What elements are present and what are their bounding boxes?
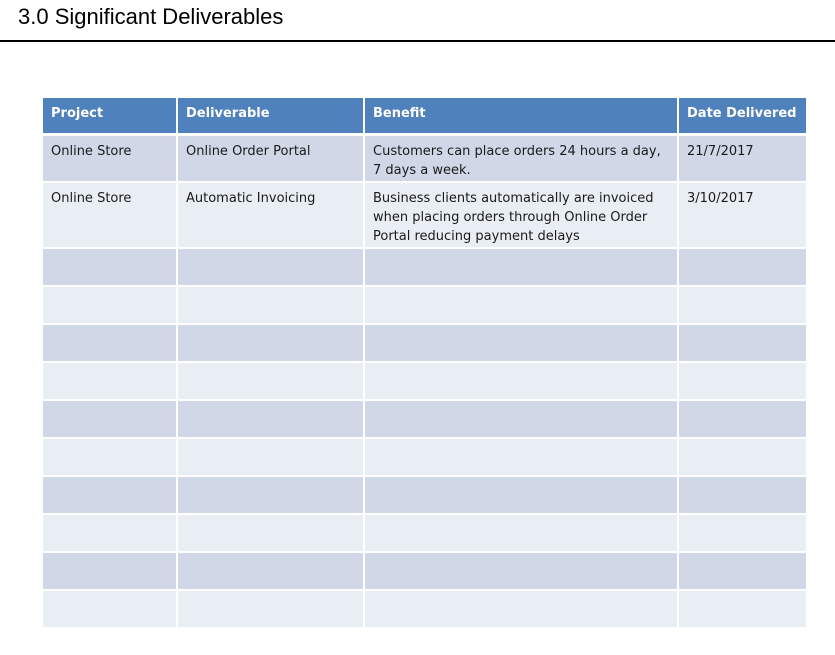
cell-date-delivered [679,439,806,477]
cell-project [43,363,178,401]
header-benefit: Benefit [365,98,679,136]
cell-project: Online Store [43,183,178,249]
cell-date-delivered [679,325,806,363]
table-row [43,401,806,439]
cell-benefit [365,553,679,591]
table-row [43,363,806,401]
cell-project [43,591,178,629]
cell-benefit [365,477,679,515]
table-row [43,325,806,363]
table-row [43,553,806,591]
table-row [43,136,806,183]
cell-deliverable [178,401,365,439]
cell-deliverable [178,477,365,515]
header-project: Project [43,98,178,136]
table-row [43,249,806,287]
table-row [43,287,806,325]
cell-deliverable [178,325,365,363]
cell-project [43,553,178,591]
cell-date-delivered: 3/10/2017 [679,183,806,249]
cell-date-delivered [679,553,806,591]
header-date-delivered: Date Delivered [679,98,806,136]
cell-date-delivered [679,477,806,515]
cell-benefit [365,515,679,553]
table-row [43,183,806,249]
page-title: 3.0 Significant Deliverables [18,4,284,29]
cell-benefit: Business clients automatically are invoiced when placing orders through Online Order Portal reducing payment delays [365,183,679,249]
cell-project [43,401,178,439]
cell-date-delivered [679,401,806,439]
cell-deliverable [178,591,365,629]
cell-date-delivered [679,515,806,553]
cell-benefit [365,439,679,477]
cell-date-delivered [679,591,806,629]
table-row [43,591,806,629]
cell-deliverable [178,363,365,401]
cell-benefit [365,401,679,439]
cell-project [43,477,178,515]
cell-project [43,249,178,287]
cell-project: Online Store [43,136,178,183]
cell-date-delivered [679,249,806,287]
cell-deliverable: Automatic Invoicing [178,183,365,249]
cell-benefit [365,325,679,363]
cell-deliverable [178,287,365,325]
cell-deliverable [178,515,365,553]
table-header-row [43,98,806,136]
cell-deliverable: Online Order Portal [178,136,365,183]
cell-project [43,515,178,553]
deliverables-table [43,98,806,629]
cell-benefit [365,591,679,629]
cell-date-delivered [679,287,806,325]
table-row [43,477,806,515]
cell-benefit [365,249,679,287]
cell-deliverable [178,249,365,287]
cell-date-delivered [679,363,806,401]
cell-project [43,325,178,363]
cell-benefit [365,287,679,325]
header-deliverable: Deliverable [178,98,365,136]
table-row [43,439,806,477]
cell-project [43,439,178,477]
title-divider [0,40,835,42]
cell-date-delivered: 21/7/2017 [679,136,806,183]
cell-deliverable [178,439,365,477]
cell-deliverable [178,553,365,591]
cell-project [43,287,178,325]
cell-benefit [365,363,679,401]
cell-benefit: Customers can place orders 24 hours a day, 7 days a week. [365,136,679,183]
table-row [43,515,806,553]
